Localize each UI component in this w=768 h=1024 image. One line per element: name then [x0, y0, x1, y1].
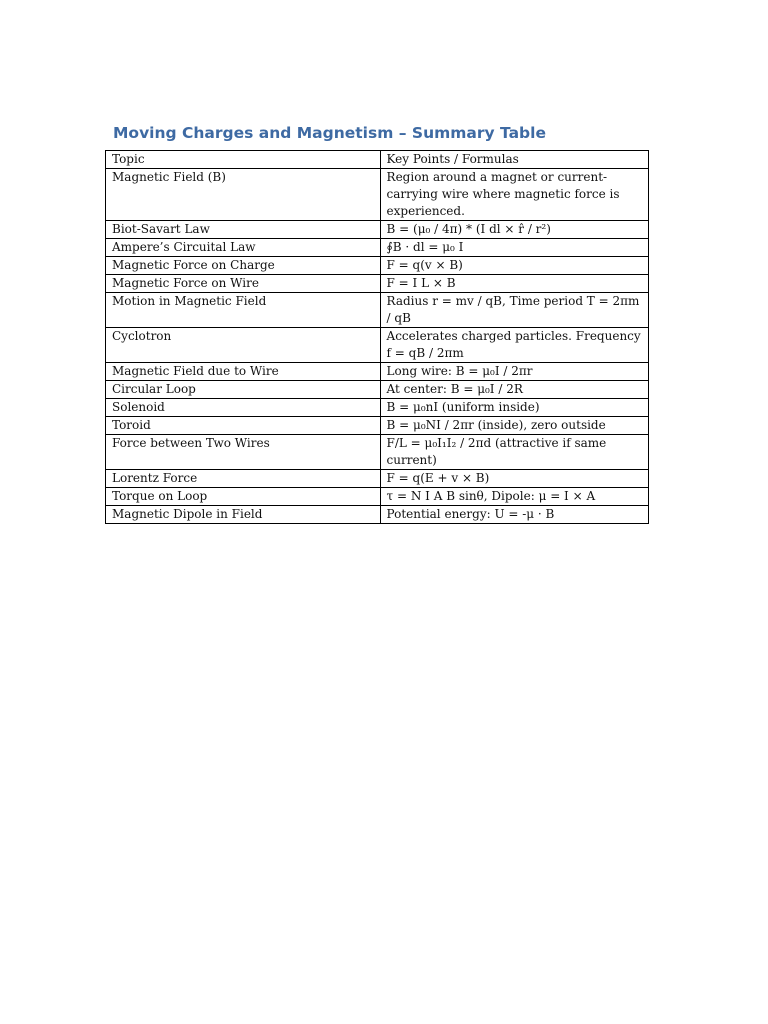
table-header-row [106, 151, 649, 169]
key-points-cell: F = q(v × B) [380, 257, 648, 275]
key-points-cell: Accelerates charged particles. Frequency f = qB / 2πm [380, 328, 648, 363]
table-row [106, 363, 649, 381]
topic-cell: Magnetic Field due to Wire [106, 363, 381, 381]
table-row [106, 169, 649, 221]
summary-table-body [106, 151, 649, 524]
topic-cell: Motion in Magnetic Field [106, 293, 381, 328]
topic-cell: Solenoid [106, 399, 381, 417]
table-row [106, 221, 649, 239]
topic-cell: Lorentz Force [106, 470, 381, 488]
table-row [106, 435, 649, 470]
key-points-cell: F/L = μ₀I₁I₂ / 2πd (attractive if same current) [380, 435, 648, 470]
topic-cell: Magnetic Dipole in Field [106, 506, 381, 524]
table-row [106, 470, 649, 488]
topic-cell: Toroid [106, 417, 381, 435]
key-points-cell: Radius r = mv / qB, Time period T = 2πm / qB [380, 293, 648, 328]
key-points-cell: F = q(E + v × B) [380, 470, 648, 488]
key-points-cell: Potential energy: U = -μ · B [380, 506, 648, 524]
key-points-cell: B = μ₀NI / 2πr (inside), zero outside [380, 417, 648, 435]
column-header-topic: Topic [106, 151, 381, 169]
key-points-cell: Long wire: B = μ₀I / 2πr [380, 363, 648, 381]
topic-cell: Circular Loop [106, 381, 381, 399]
table-row [106, 399, 649, 417]
key-points-cell: Region around a magnet or current-carrying wire where magnetic force is experienced. [380, 169, 648, 221]
table-row [106, 257, 649, 275]
table-row [106, 506, 649, 524]
topic-cell: Ampere’s Circuital Law [106, 239, 381, 257]
topic-cell: Magnetic Force on Charge [106, 257, 381, 275]
key-points-cell: τ = N I A B sinθ, Dipole: μ = I × A [380, 488, 648, 506]
table-row [106, 488, 649, 506]
topic-cell: Torque on Loop [106, 488, 381, 506]
key-points-cell: ∮B · dl = μ₀ I [380, 239, 648, 257]
topic-cell: Cyclotron [106, 328, 381, 363]
topic-cell: Magnetic Field (B) [106, 169, 381, 221]
key-points-cell: F = I L × B [380, 275, 648, 293]
topic-cell: Biot-Savart Law [106, 221, 381, 239]
topic-cell: Force between Two Wires [106, 435, 381, 470]
summary-table [105, 150, 649, 524]
key-points-cell: At center: B = μ₀I / 2R [380, 381, 648, 399]
column-header-key-points: Key Points / Formulas [380, 151, 648, 169]
key-points-cell: B = μ₀nI (uniform inside) [380, 399, 648, 417]
document-title: Moving Charges and Magnetism – Summary Table [113, 124, 546, 142]
table-row [106, 275, 649, 293]
table-row [106, 239, 649, 257]
table-row [106, 328, 649, 363]
table-row [106, 293, 649, 328]
topic-cell: Magnetic Force on Wire [106, 275, 381, 293]
table-row [106, 417, 649, 435]
key-points-cell: B = (μ₀ / 4π) * (I dl × r̂ / r²) [380, 221, 648, 239]
table-row [106, 381, 649, 399]
